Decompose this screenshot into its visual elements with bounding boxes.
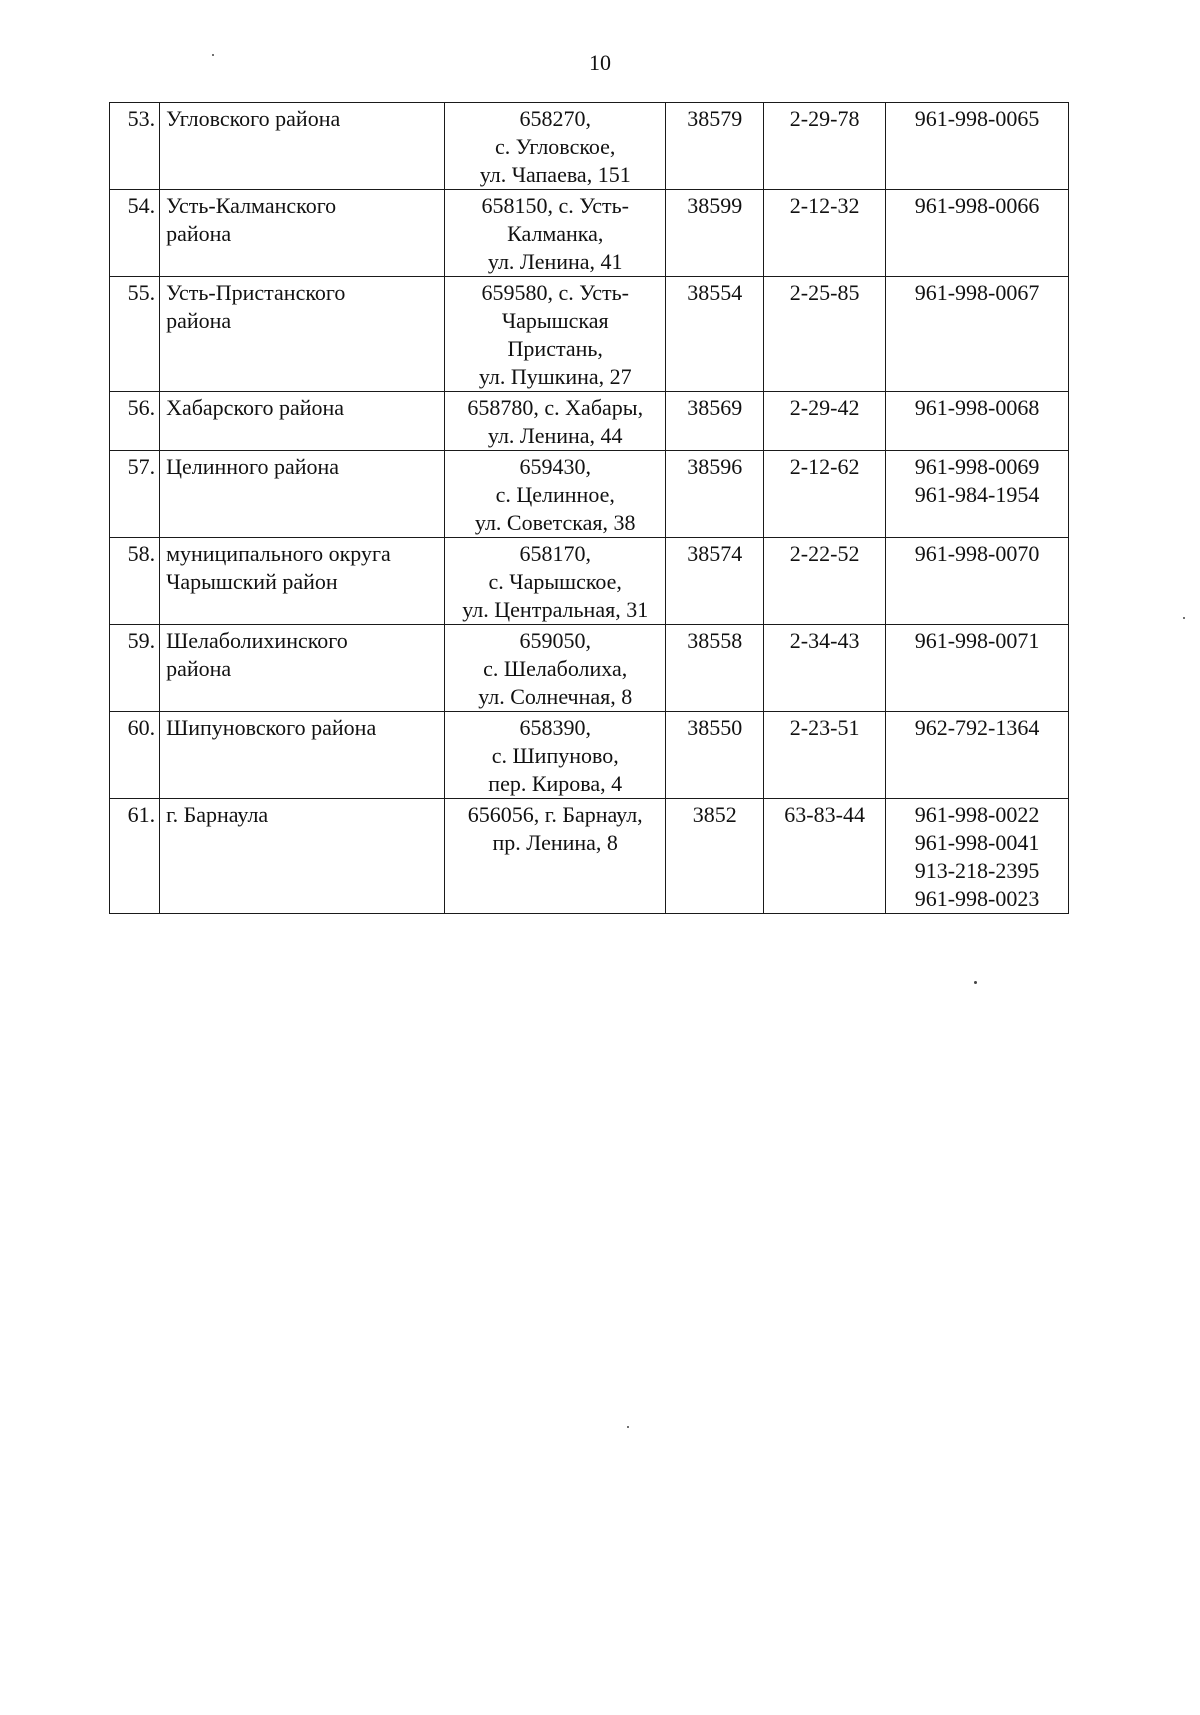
- address-cell-line: пр. Ленина, 8: [492, 830, 618, 855]
- address-cell-line: ул. Ленина, 44: [487, 423, 623, 448]
- mobile-cell-line: 961-998-0071: [914, 628, 1040, 653]
- phone-cell: 2-25-85: [764, 277, 886, 392]
- address-cell-line: ул. Чапаева, 151: [479, 162, 631, 187]
- address-cell: [445, 277, 666, 392]
- area-code-cell: 38596: [666, 451, 764, 538]
- phone-cell: 2-12-32: [764, 190, 886, 277]
- table-row: [110, 538, 1069, 625]
- address-cell: [445, 712, 666, 799]
- address-cell-line: 658150, с. Усть-: [481, 193, 629, 218]
- district-name-cell-line: Шелаболихинского: [166, 628, 348, 653]
- row-number-cell: 61.: [110, 799, 160, 914]
- district-name-cell: [160, 190, 445, 277]
- district-name-cell: [160, 451, 445, 538]
- table-row: [110, 799, 1069, 914]
- mobile-cell-line: 961-998-0066: [914, 193, 1040, 218]
- area-code-cell: 38579: [666, 103, 764, 190]
- mobile-cell: [886, 277, 1069, 392]
- area-code-cell: 38599: [666, 190, 764, 277]
- table-row: [110, 712, 1069, 799]
- mobile-cell-line: 961-998-0023: [914, 886, 1040, 911]
- address-cell-line: ул. Ленина, 41: [487, 249, 623, 274]
- mobile-cell: [886, 103, 1069, 190]
- table-row: [110, 625, 1069, 712]
- contacts-table: [109, 102, 1069, 914]
- row-number-cell: 57.: [110, 451, 160, 538]
- row-number-cell: 60.: [110, 712, 160, 799]
- district-name-cell-line: Усть-Пристанского: [166, 280, 346, 305]
- district-name-cell: [160, 277, 445, 392]
- district-name-cell-line: Угловского района: [166, 106, 341, 131]
- address-cell-line: 659580, с. Усть-: [481, 280, 629, 305]
- mobile-cell-line: 961-998-0041: [914, 830, 1040, 855]
- district-name-cell: [160, 712, 445, 799]
- phone-cell: 2-34-43: [764, 625, 886, 712]
- district-name-cell-line: Чарышский район: [166, 569, 338, 594]
- address-cell: [445, 103, 666, 190]
- district-name-cell: [160, 103, 445, 190]
- address-cell: [445, 392, 666, 451]
- phone-cell: 2-29-42: [764, 392, 886, 451]
- address-cell-line: пер. Кирова, 4: [488, 771, 623, 796]
- phone-cell: 2-12-62: [764, 451, 886, 538]
- mobile-cell-line: 961-998-0022: [914, 802, 1040, 827]
- address-cell-line: Пристань,: [507, 336, 603, 361]
- district-name-cell: [160, 392, 445, 451]
- address-cell: [445, 799, 666, 914]
- district-name-cell-line: района: [166, 221, 232, 246]
- table-row: [110, 103, 1069, 190]
- address-cell: [445, 451, 666, 538]
- phone-cell: 63-83-44: [764, 799, 886, 914]
- address-cell: [445, 538, 666, 625]
- table-row: [110, 277, 1069, 392]
- row-number-cell: 54.: [110, 190, 160, 277]
- mobile-cell-line: 913-218-2395: [914, 858, 1040, 883]
- phone-cell: 2-23-51: [764, 712, 886, 799]
- area-code-cell: 38574: [666, 538, 764, 625]
- address-cell-line: с. Угловское,: [495, 134, 616, 159]
- district-name-cell: [160, 625, 445, 712]
- district-name-cell-line: г. Барнаула: [166, 802, 269, 827]
- address-cell-line: ул. Центральная, 31: [462, 597, 649, 622]
- district-name-cell-line: Целинного района: [166, 454, 340, 479]
- table-row: [110, 451, 1069, 538]
- mobile-cell-line: 961-998-0069: [914, 454, 1040, 479]
- mobile-cell: [886, 625, 1069, 712]
- area-code-cell: 38550: [666, 712, 764, 799]
- mobile-cell-line: 961-998-0070: [914, 541, 1040, 566]
- address-cell-line: 656056, г. Барнаул,: [467, 802, 643, 827]
- mobile-cell: [886, 712, 1069, 799]
- phone-cell: 2-29-78: [764, 103, 886, 190]
- district-name-cell-line: Шипуновского района: [166, 715, 377, 740]
- address-cell-line: 658270,: [519, 106, 591, 131]
- row-number-cell: 56.: [110, 392, 160, 451]
- table-body: [110, 103, 1069, 914]
- address-cell-line: с. Шелаболиха,: [483, 656, 628, 681]
- address-cell-line: с. Целинное,: [495, 482, 615, 507]
- table-row: [110, 190, 1069, 277]
- mobile-cell-line: 962-792-1364: [914, 715, 1040, 740]
- mobile-cell-line: 961-984-1954: [914, 482, 1040, 507]
- address-cell-line: 658390,: [519, 715, 591, 740]
- address-cell-line: Калманка,: [507, 221, 604, 246]
- address-cell-line: с. Шипуново,: [491, 743, 619, 768]
- scan-speck: [1183, 617, 1185, 619]
- row-number-cell: 58.: [110, 538, 160, 625]
- row-number-cell: 59.: [110, 625, 160, 712]
- area-code-cell: 38569: [666, 392, 764, 451]
- district-name-cell-line: Усть-Калманского: [166, 193, 337, 218]
- district-name-cell: [160, 799, 445, 914]
- address-cell-line: ул. Советская, 38: [474, 510, 636, 535]
- scan-speck: [974, 981, 977, 984]
- address-cell-line: ул. Солнечная, 8: [478, 684, 633, 709]
- mobile-cell: [886, 451, 1069, 538]
- district-name-cell-line: Хабарского района: [166, 395, 345, 420]
- district-name-cell-line: муниципального округа: [166, 541, 391, 566]
- address-cell-line: 658170,: [519, 541, 591, 566]
- district-name-cell: [160, 538, 445, 625]
- row-number-cell: 53.: [110, 103, 160, 190]
- address-cell-line: ул. Пушкина, 27: [478, 364, 632, 389]
- address-cell-line: 658780, с. Хабары,: [467, 395, 644, 420]
- area-code-cell: 3852: [666, 799, 764, 914]
- mobile-cell: [886, 392, 1069, 451]
- area-code-cell: 38558: [666, 625, 764, 712]
- phone-cell: 2-22-52: [764, 538, 886, 625]
- mobile-cell-line: 961-998-0065: [914, 106, 1040, 131]
- mobile-cell: [886, 538, 1069, 625]
- mobile-cell-line: 961-998-0068: [914, 395, 1040, 420]
- page-number: 10: [589, 50, 611, 75]
- mobile-cell-line: 961-998-0067: [914, 280, 1040, 305]
- address-cell-line: с. Чарышское,: [488, 569, 622, 594]
- address-cell: [445, 625, 666, 712]
- address-cell-line: 659050,: [519, 628, 591, 653]
- scan-speck: [627, 1426, 629, 1428]
- district-name-cell-line: района: [166, 656, 232, 681]
- table-row: [110, 392, 1069, 451]
- area-code-cell: 38554: [666, 277, 764, 392]
- row-number-cell: 55.: [110, 277, 160, 392]
- address-cell-line: Чарышская: [501, 308, 609, 333]
- district-name-cell-line: района: [166, 308, 232, 333]
- mobile-cell: [886, 799, 1069, 914]
- scan-speck: [212, 54, 214, 56]
- address-cell-line: 659430,: [519, 454, 591, 479]
- mobile-cell: [886, 190, 1069, 277]
- address-cell: [445, 190, 666, 277]
